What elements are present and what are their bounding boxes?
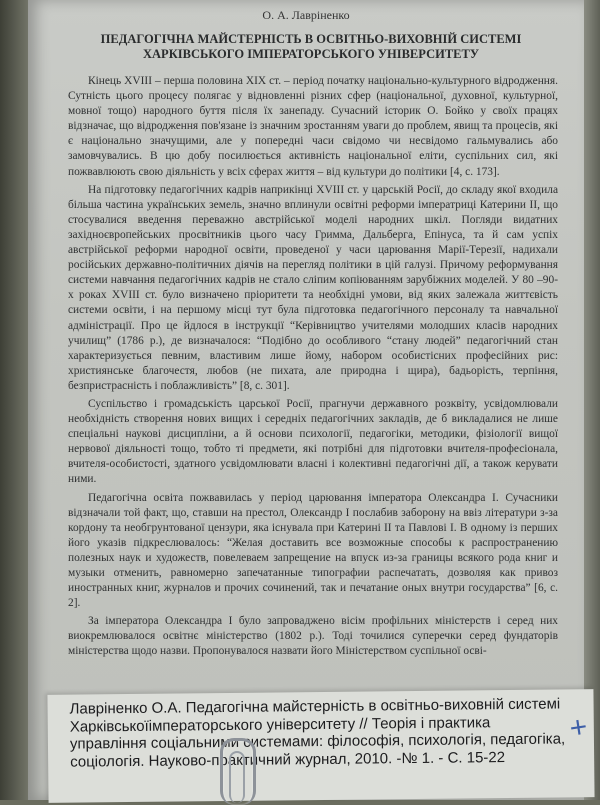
article-body: [68, 74, 558, 694]
citation-label: [47, 689, 594, 803]
paragraph: За імператора Олександра I було запроваджено вісім профільних міністерств і серед них виокремлювалося освітнє міністерство (1802 р.). Тоді точилися суперечки серед фундаторів міністерства щодо назви. Пропонувалося назвати його Міністерством суспільної осві-: [68, 615, 558, 658]
paragraph: Суспільство і громадськість царської Росії, прагнучи державного розквіту, усвідомлювали необхідність створення нових вищих і середніх педагогічних закладів, де б викладалися не лише спеціальні наукові дисципліни, а й основи психології, педагогіки, методики, фізіології вищої нервової діяльності тощо, тобто ті предмети, які потрібні для підготовки вчителя-професіонала, вчителя-особистості, здатного усвідомлювати власні і колективні педагогічні дії, а також керувати ними.: [68, 397, 558, 486]
running-head: О. А. Лавріненко: [262, 8, 350, 22]
document-page: [28, 0, 584, 800]
paragraph: На підготовку педагогічних кадрів наприкінці XVIII ст. у царській Росії, до складу якої входила більша частина українських земель, значно вплинули освітні реформи імператриці Катерини II, що стосувалися введення переважно австрійської моделі народних шкіл. Погляди видатних західноєвропейських просвітників цього часу Гримма, Дальберга, Епінуса, та й сам успіх австрійської реформи народної освіти, проведеної у часи царювання Марії-Терезії, надихали російських державно-політичних діячів на перегляд політики в цій галузі. Причому реформування системи навчання педагогічних кадрів не стало сліпим копіюванням зарубіжних моделей. У 80 –90-х роках XVIII ст. було визначено пріоритети та необхідні умови, від яких залежала життєвість системи освіти, і на першому місці тут була підготовка педагогічного персоналу та навчальної адміністрації. Про це йдлося в інструкції “Керівництво учителями молодших класів народних училищ” (1786 р.), де визначалося: “Подібно до особливого “стану людей” педагогічний стан характеризується певним, властивим лише йому, набором особистісних професійних рис: християнське благочестя, любов (не пихата, але природна і щира), бадьорість, терпіння, безпристрасність і поблажливість” [8, с. 301].: [68, 183, 558, 392]
paragraph: Кінець XVIII – перша половина XIX ст. – період початку національно-культурного відродження. Сутність цього процесу полягає у відновленні різних сфер (національної, духовної, культурної, мовної тощо) народного буття після їх занепаду. Сучасний історик О. Бойко у своїх працях відзначає, що відродження пов'язане із значним зростанням уваги до проблем, явищ та процесів, які є національно значущими, але у попередні часи свідомо чи несвідомо гальмувались або замовчувались. В цю добу посилюється активність національної еліти, суспільних сил, які пожвавлюють свою діяльність у всіх сферах життя – від культури до політики [4, с. 173].: [68, 75, 558, 178]
paper-clip-inner: [229, 751, 245, 803]
paragraph: Педагогічна освіта пожвавилась у період царювання імператора Олександра I. Сучасники відзначали той факт, що, ставши на престол, Олександр I послабив заборону на ввіз літератури з-за кордону та необгрунтованої цензури, яка існувала при Катерині II та Павлові I. В одному із перших його указів підкреслювалось: “Желая доставить все возможные способы к распространению полезных наук и художеств, повелеваем запрещение на впуск из-за границы всякого рода книг и музыки отменить, равномерно запечатанные типографии распечатать, дозволяя как привоз иностранных книг, журналов и прочих сочинений, так и печатание оных внутри государства” [6, с. 2].: [68, 491, 558, 610]
handwritten-plus-mark: +: [567, 710, 590, 746]
paper-clip: [220, 738, 256, 805]
citation-text: Лавріненко О.А. Педагогічна майстерність в освітньо-виховній системі Харківськоїімператорського університету // Теорія і практика управління соціальними системами: філософія, психологія, педагогіка, соціологія. Науково-практичний журнал, 2010. -№ 1. - С. 15-22: [69, 695, 566, 771]
article-title: ПЕДАГОГІЧНА МАЙСТЕРНІСТЬ В ОСВІТНЬО-ВИХОВНІЙ СИСТЕМІ ХАРКІВСЬКОГО ІМПЕРАТОРСЬКОГО УНІВЕРСИТЕТУ: [100, 32, 522, 61]
page-edge-shadow: [584, 0, 600, 800]
